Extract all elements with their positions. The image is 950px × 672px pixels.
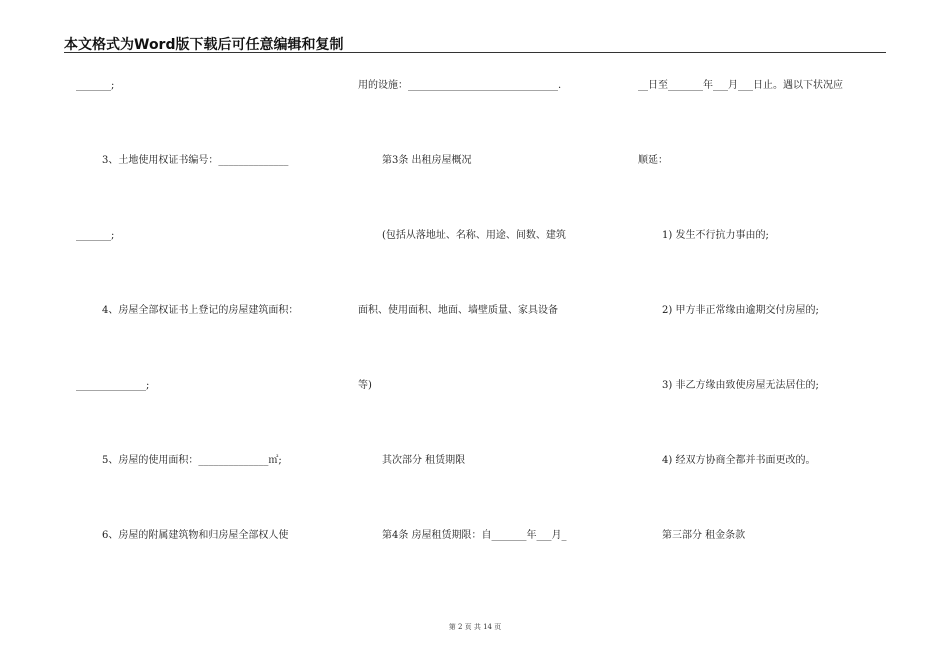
column-2-line-2: 第3条 出租房屋概况 [382, 155, 472, 166]
header-divider [64, 52, 886, 53]
document-header-title: 本文格式为Word版下载后可任意编辑和复制 [64, 37, 344, 53]
column-3-line-7: 第三部分 租金条款 [662, 530, 746, 541]
page-number-footer: 第 2 页 共 14 页 [448, 623, 502, 631]
column-3-line-4: 2) 甲方非正常缘由逾期交付房屋的; [662, 305, 819, 316]
column-3-line-6: 4) 经双方协商全都并书面更改的。 [662, 455, 816, 466]
column-1-line-6: 5、房屋的使用面积：______________㎡; [102, 455, 282, 466]
column-2-line-5: 等) [358, 380, 372, 391]
column-3-line-1: __日至_______年___月___日止。遇以下状况应 [638, 80, 843, 91]
column-1-line-5: ______________; [76, 380, 150, 391]
column-1-line-1: _______; [76, 80, 115, 91]
column-3-line-2: 顺延： [638, 155, 668, 166]
column-3-line-5: 3) 非乙方缘由致使房屋无法居住的; [662, 380, 819, 391]
column-2-line-4: 面积、使用面积、地面、墙壁质量、家具设备 [358, 305, 558, 316]
column-2-line-6: 其次部分 租赁期限 [382, 455, 466, 466]
column-2-line-3: (包括从落地址、名称、用途、间数、建筑 [382, 230, 566, 241]
column-3-line-3: 1) 发生不行抗力事由的; [662, 230, 769, 241]
column-1-line-4: 4、房屋全部权证书上登记的房屋建筑面积： [102, 305, 299, 316]
column-1-line-2: 3、土地使用权证书编号：______________ [102, 155, 289, 166]
column-1-line-7: 6、房屋的附属建筑物和归房屋全部权人使 [102, 530, 289, 541]
column-2-line-1: 用的设施：______________________________. [358, 80, 562, 91]
column-2-line-7: 第4条 房屋租赁期限：自_______年___月_ [382, 530, 567, 541]
column-1-line-3: _______; [76, 230, 115, 241]
